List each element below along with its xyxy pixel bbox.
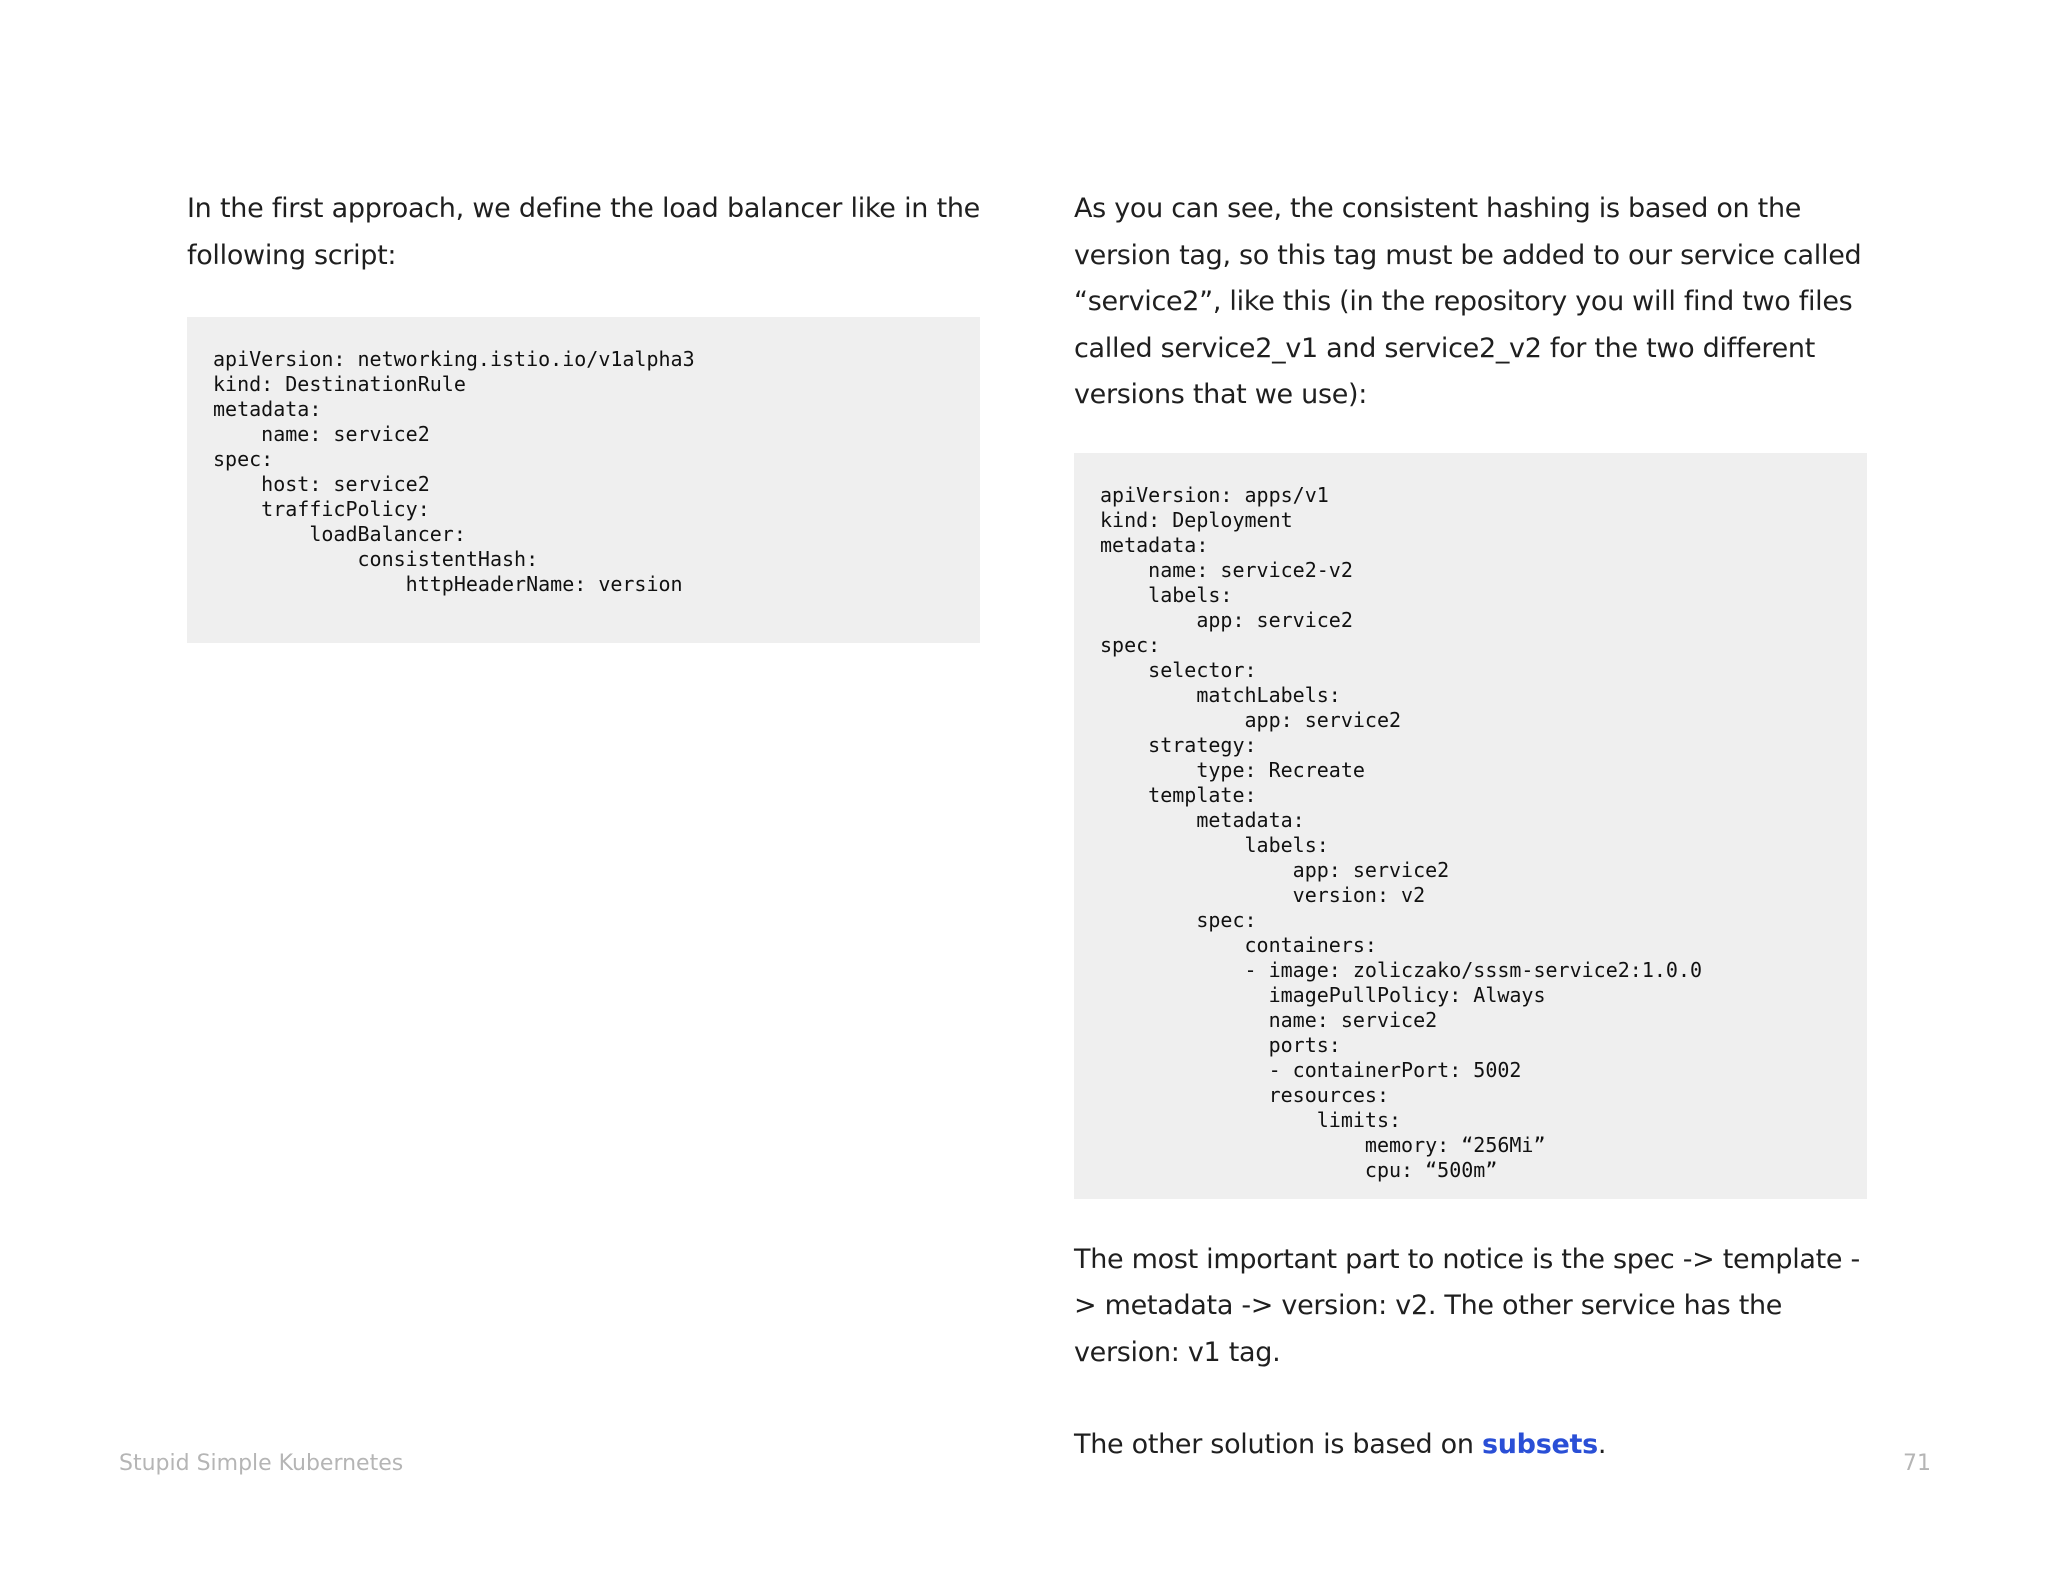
notice-paragraph: The most important part to notice is the spec -> template -> metadata -> version: v2. The other service has the version: v1 tag. — [1074, 1243, 1860, 1368]
right-intro-paragraph: As you can see, the consistent hashing is based on the version tag, so this tag must be added to our service called “service2”, like this (in the repository you will find two files called service2_v1 and service2_v2 for the two different versions that we use): — [1074, 193, 1862, 410]
destination-rule-code-block — [187, 317, 980, 643]
right-column — [1074, 186, 1867, 1469]
solution-suffix: . — [1597, 1429, 1607, 1460]
subsets-link[interactable]: subsets — [1481, 1429, 1598, 1460]
destination-rule-code: apiVersion: networking.istio.io/v1alpha3 kind: DestinationRule metadata: name: service2 spec: host: service2 trafficPolicy: loadBalancer: consistentHash: httpHeaderName: version — [213, 347, 695, 596]
left-column — [187, 186, 980, 643]
deployment-code-block — [1074, 453, 1867, 1199]
page-number: 71 — [1903, 1451, 1931, 1476]
solution-paragraph — [1074, 1422, 1867, 1469]
left-intro-paragraph: In the first approach, we define the load balancer like in the following script: — [187, 193, 980, 271]
solution-prefix: The other solution is based on — [1074, 1429, 1482, 1460]
deployment-code: apiVersion: apps/v1 kind: Deployment metadata: name: service2-v2 labels: app: service2 spec: selector: matchLabels: app: service2 strategy: type: Recreate template: metadata: labels: app: service2 version: v2 spec: containers: - image: zoliczako/sssm-service2:1.0.0 imagePullPolicy: Always name: service2 ports: - containerPort: 5002 resources: limits: memory: “256Mi” cpu: “500m” — [1100, 482, 1703, 1182]
footer-book-title: Stupid Simple Kubernetes — [119, 1451, 404, 1476]
